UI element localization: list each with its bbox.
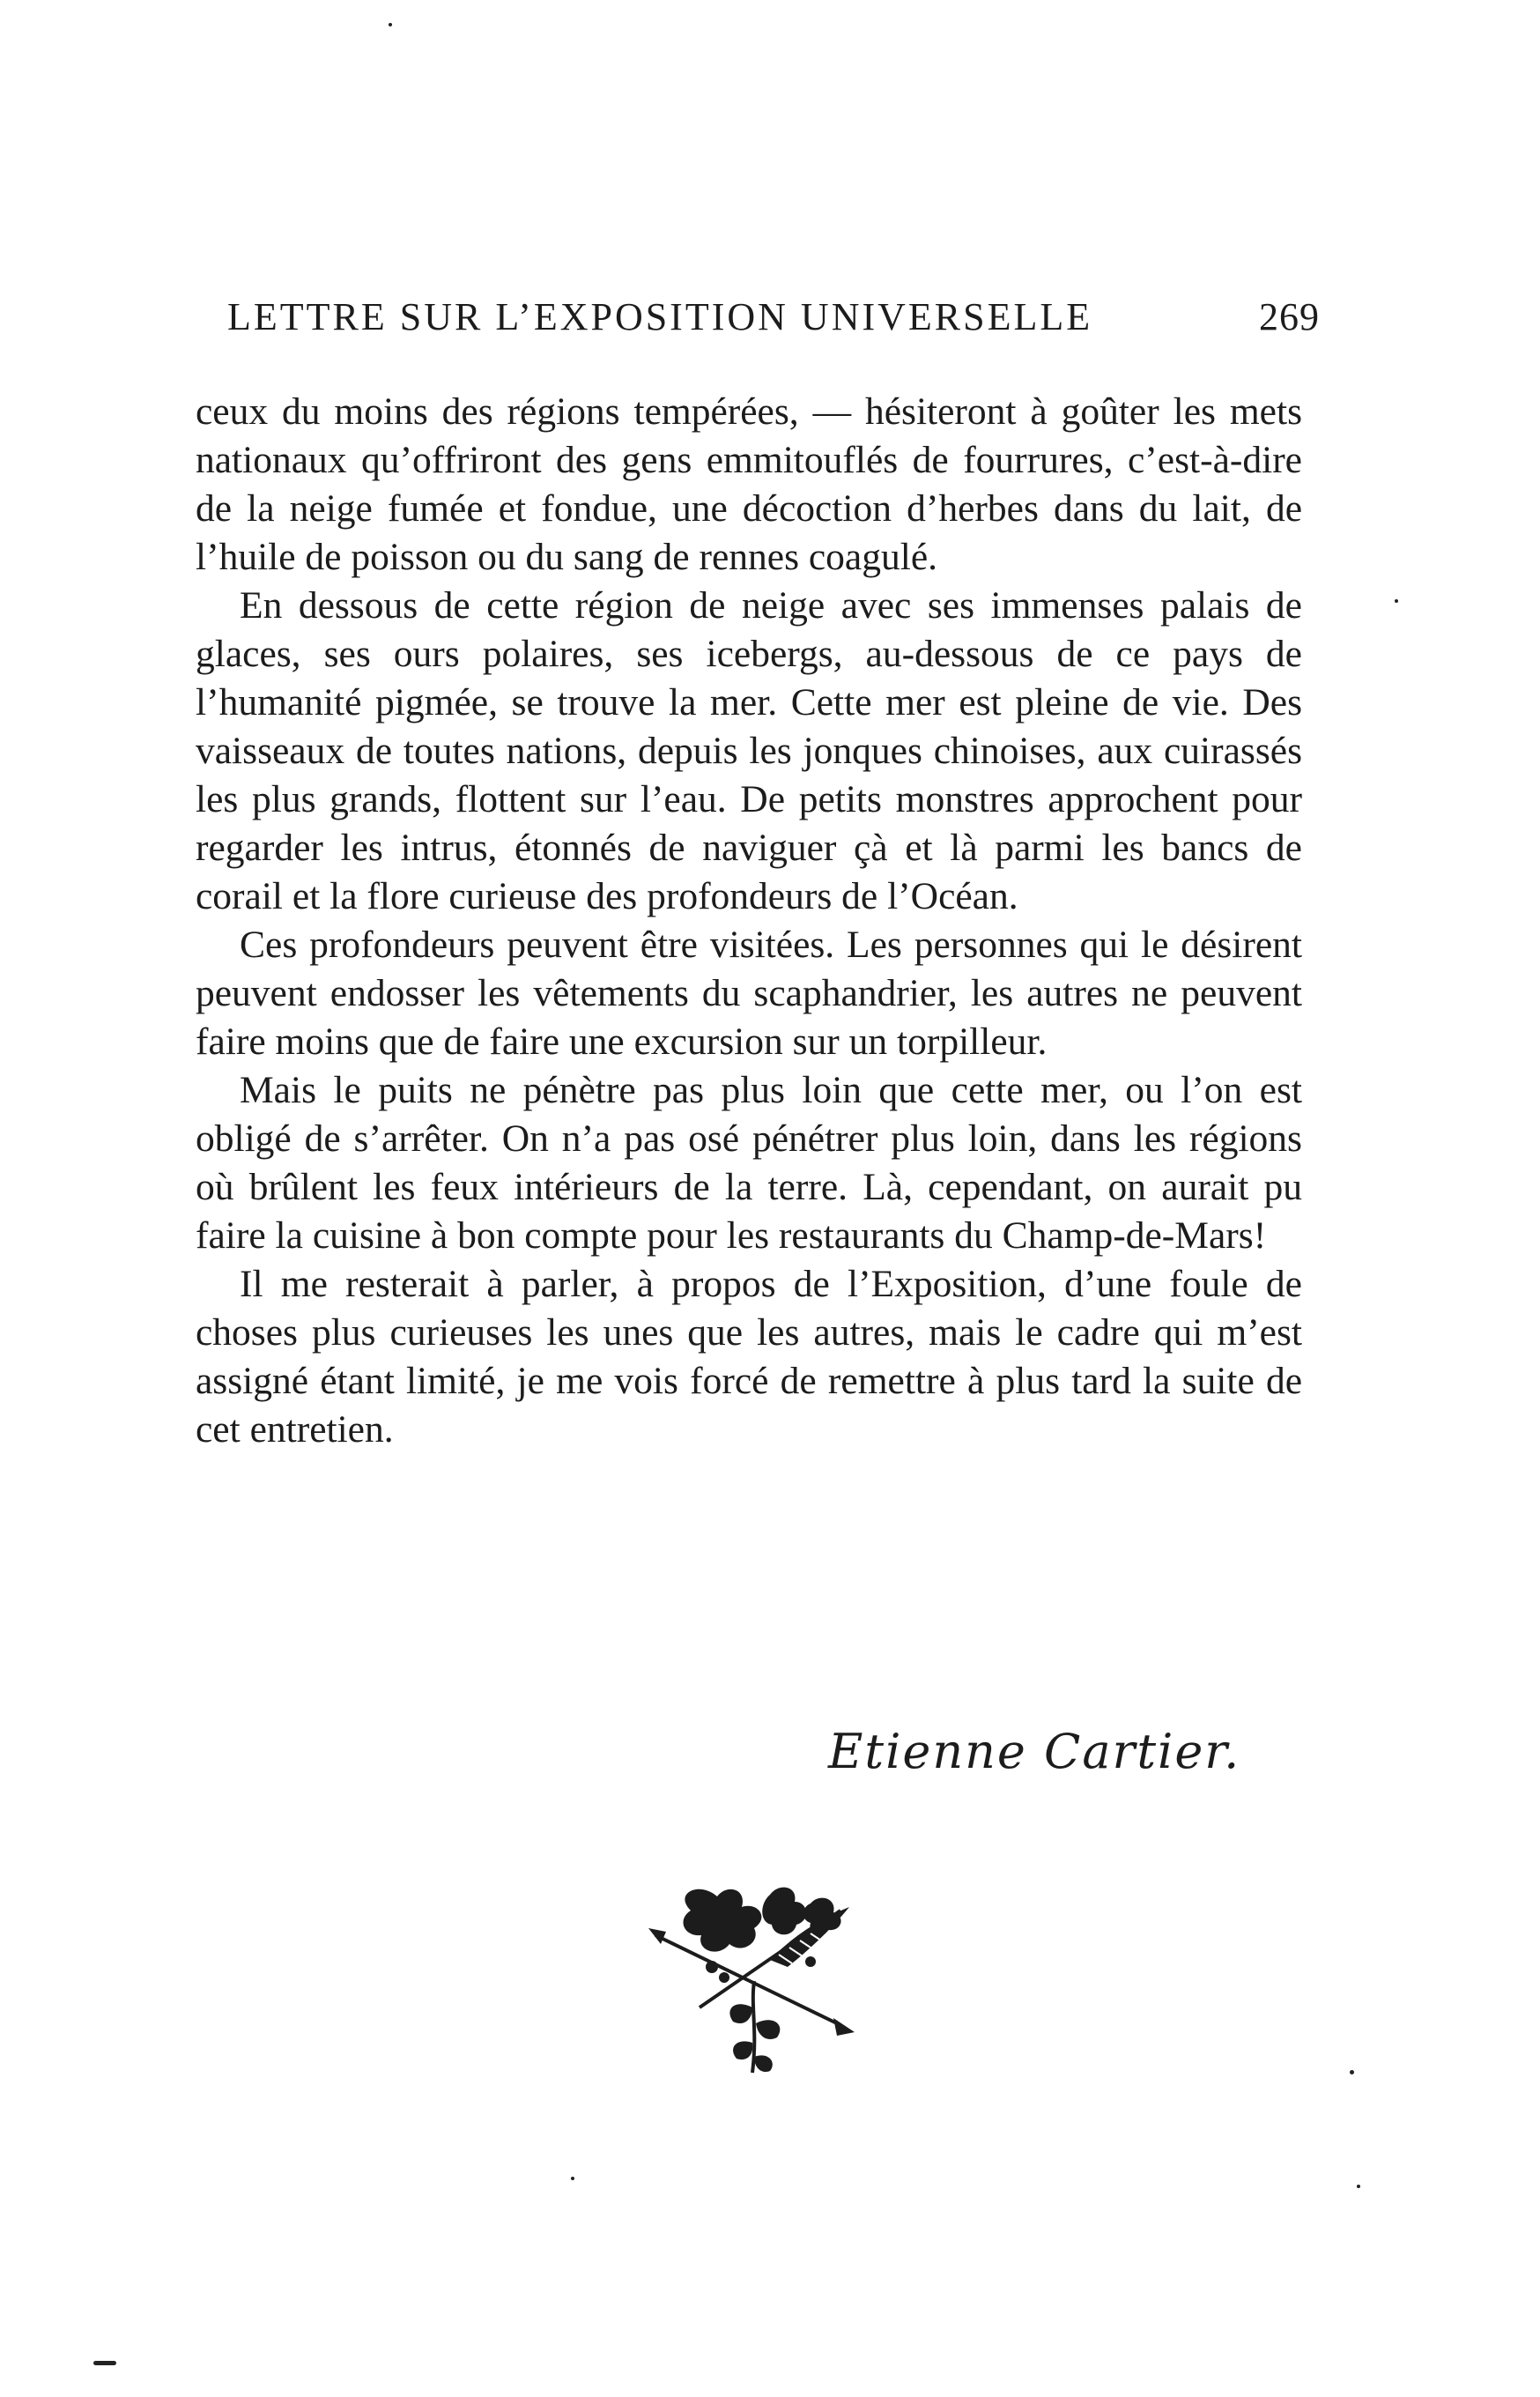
running-head-title: LETTRE SUR L’EXPOSITION UNIVERSELLE <box>227 295 1093 338</box>
print-speck <box>389 23 392 26</box>
running-head <box>227 291 1320 344</box>
print-speck <box>1350 2070 1354 2074</box>
print-speck <box>93 2361 116 2365</box>
signature: Etienne Cartier. <box>828 1724 1241 1779</box>
print-speck <box>1395 599 1398 603</box>
paragraph-5: Il me resterait à parler, à propos de l’Exposition, d’une foule de choses plus curieuses les unes que les autres, mais le cadre qui m’est assigné étant limité, je me vois forcé de remettre à plus tard la suite de cet entretien. <box>196 1263 1302 1451</box>
paragraph-1: ceux du moins des régions tempérées, — hésiteront à goûter les mets nationaux qu’offriront des gens emmitouflés de fourrures, c’est-à-dire de la neige fumée et fondue, une décoction d’herbes dans du lait, de l’huile de poisson ou du sang de rennes coagulé. <box>196 390 1302 578</box>
body-text <box>196 388 1302 1454</box>
crossed-quill-and-branch-ornament-icon <box>638 1875 876 2083</box>
print-speck <box>571 2177 574 2180</box>
print-speck <box>1357 2185 1360 2188</box>
paragraph-2: En dessous de cette région de neige avec ses immenses palais de glaces, ses ours polaires, ses icebergs, au-dessous de ce pays de l’humanité pigmée, se trouve la mer. Cette mer est pleine de vie. Des vaisseaux de toutes nations, depuis les jonques chinoises, aux cuirassés les plus grands, flottent sur l’eau. De petits monstres approchent pour regarder les intrus, étonnés de naviguer çà et là parmi les bancs de corail et la flore curieuse des profondeurs de l’Océan. <box>196 584 1302 917</box>
paragraph-3: Ces profondeurs peuvent être visitées. Les personnes qui le désirent peuvent endosser les vêtements du scaphandrier, les autres ne peuvent faire moins que de faire une excursion sur un torpilleur. <box>196 924 1302 1063</box>
paragraph-4: Mais le puits ne pénètre pas plus loin que cette mer, ou l’on est obligé de s’arrêter. On n’a pas osé pénétrer plus loin, dans les régions où brûlent les feux intérieurs de la terre. Là, cependant, on aurait pu faire la cuisine à bon compte pour les restaurants du Champ-de-Mars! <box>196 1069 1302 1257</box>
page-number: 269 <box>1259 295 1320 338</box>
